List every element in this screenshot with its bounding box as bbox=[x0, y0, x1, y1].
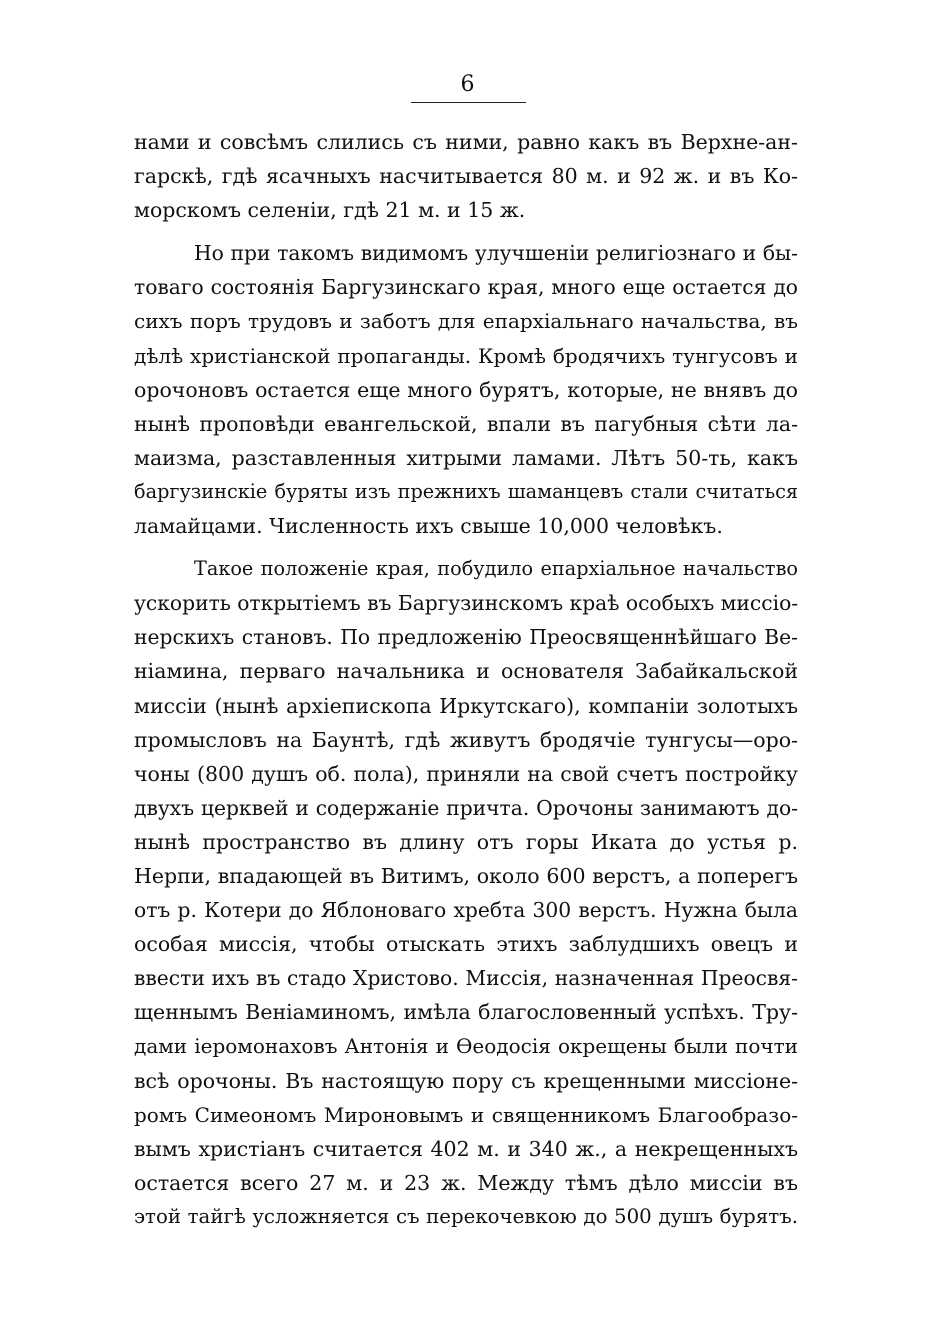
text-line: дами іеромонаховъ Антонія и Ѳеодосія окрещены были почти bbox=[134, 1034, 798, 1059]
text-line: Такое положеніе края, побудило епархіальное начальство bbox=[194, 557, 798, 581]
text-line: двухъ церквей и содержаніе причта. Орочоны занимаютъ до- bbox=[134, 795, 798, 820]
paragraph-2 bbox=[134, 236, 798, 543]
text-line: отъ р. Котери до Яблоноваго хребта 300 верстъ. Нужна была bbox=[134, 898, 798, 923]
text-line: щеннымъ Веніаминомъ, имѣла благословенный успѣхъ. Тру- bbox=[134, 1000, 798, 1025]
text-line: маизма, разставленныя хитрыми ламами. Лѣтъ 50-ть, какъ bbox=[134, 445, 798, 470]
text-line: нерскихъ становъ. По предложенію Преосвященнѣйшаго Ве- bbox=[134, 625, 798, 650]
text-line: баргузинскіе буряты изъ прежнихъ шаманцевъ стали считаться bbox=[134, 479, 798, 503]
text-line: чоны (800 душъ об. пола), приняли на свой счетъ постройку bbox=[134, 761, 798, 786]
text-line: этой тайгѣ усложняется съ перекочевкою до 500 душъ бурятъ. bbox=[134, 1204, 798, 1228]
text-line: Нерпи, впадающей въ Витимъ, около 600 верстъ, а поперегъ bbox=[134, 863, 798, 888]
page-number: 6 bbox=[411, 70, 526, 103]
text-line: морскомъ селеніи, гдѣ 21 м. и 15 ж. bbox=[134, 198, 526, 223]
text-line: ввести ихъ въ стадо Христово. Миссія, назначенная Преосвя- bbox=[134, 966, 798, 991]
text-line: остается всего 27 м. и 23 ж. Между тѣмъ дѣло миссіи въ bbox=[134, 1170, 798, 1195]
text-line: ламайцами. Численность ихъ свыше 10,000 человѣкъ. bbox=[134, 514, 723, 539]
body-text bbox=[134, 125, 798, 1243]
text-line: Но при такомъ видимомъ улучшеніи религіознаго и бы- bbox=[194, 241, 798, 266]
text-line: вымъ христіанъ считается 402 м. и 340 ж., а некрещенныхъ bbox=[134, 1136, 798, 1161]
page-header bbox=[0, 70, 936, 103]
text-line: орочоновъ остается еще много бурятъ, которые, не внявъ до bbox=[134, 377, 798, 402]
text-line: ускорить открытіемъ въ Баргузинскомъ краѣ особыхъ миссіо- bbox=[134, 591, 799, 616]
text-line: нами и совсѣмъ слились съ ними, равно какъ въ Верхне-ан- bbox=[134, 130, 798, 154]
text-line: ромъ Симеономъ Мироновымъ и священникомъ Благообразо- bbox=[134, 1102, 798, 1127]
text-line: всѣ орочоны. Въ настоящую пору съ крещенными миссіоне- bbox=[134, 1068, 798, 1093]
paragraph-3 bbox=[134, 552, 798, 1234]
text-line: дѣлѣ христіанской пропаганды. Кромѣ бродячихъ тунгусовъ и bbox=[134, 343, 798, 368]
text-line: ніамина, перваго начальника и основателя Забайкальской bbox=[134, 659, 798, 684]
text-line: особая миссія, чтобы отыскать этихъ заблудшихъ овецъ и bbox=[134, 932, 798, 957]
text-line: товаго состоянія Баргузинскаго края, много еще остается до bbox=[134, 275, 798, 300]
text-line: сихъ поръ трудовъ и заботъ для епархіальнаго начальства, въ bbox=[134, 309, 798, 334]
text-line: нынѣ пространство въ длину отъ горы Иката до устья р. bbox=[134, 829, 798, 854]
text-line: нынѣ проповѣди евангельской, впали въ пагубныя сѣти ла- bbox=[134, 411, 798, 436]
text-line: миссіи (нынѣ архіепископа Иркутскаго), компаніи золотыхъ bbox=[134, 693, 798, 718]
paragraph-1 bbox=[134, 125, 798, 227]
text-line: промысловъ на Баунтѣ, гдѣ живутъ бродячіе тунгусы—оро- bbox=[134, 727, 798, 752]
text-line: гарскѣ, гдѣ ясачныхъ насчитывается 80 м. и 92 ж. и въ Ко- bbox=[134, 164, 798, 189]
